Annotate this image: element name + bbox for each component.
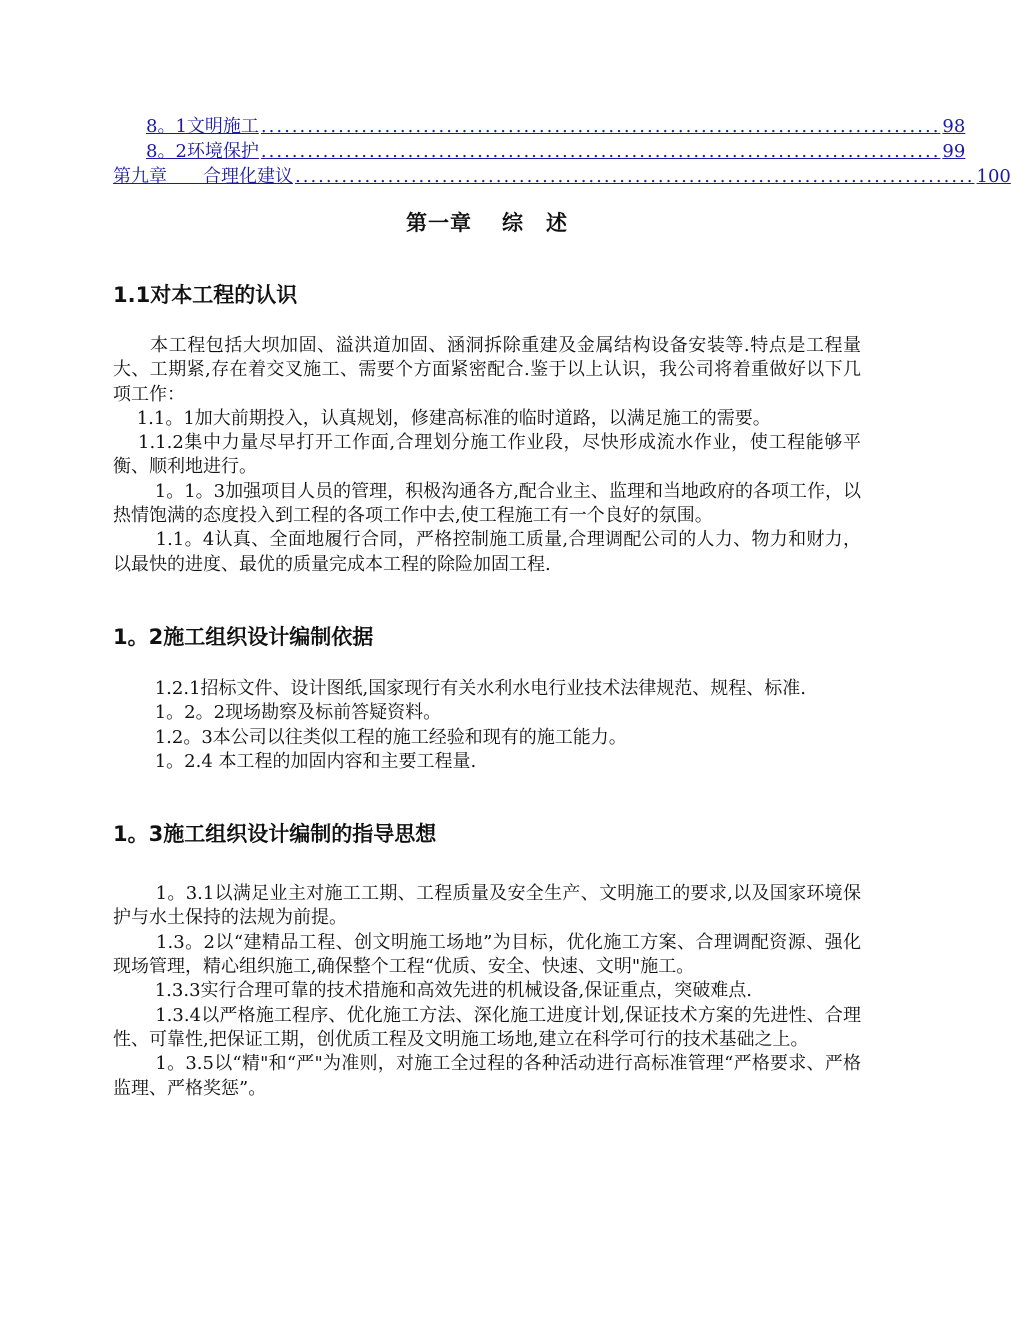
toc-label: 第九章 合理化建议 <box>113 166 293 187</box>
paragraph: 1.3.3实行合理可靠的技术措施和高效先进的机械设备,保证重点，突破难点. <box>113 980 752 1002</box>
paragraph: 本工程包括大坝加固、溢洪道加固、涵洞拆除重建及金属结构设备安装等.特点是工程量大、工期紧,存在着交叉施工、需要个方面紧密配合.鉴于以上认识，我公司将着重做好以下几项工作： <box>113 335 861 405</box>
toc-page-number: 98 <box>942 116 966 137</box>
toc-page-number: 100 <box>976 166 1011 187</box>
toc-page-number: 99 <box>942 141 966 162</box>
toc-link-8-1[interactable] <box>113 112 966 137</box>
section-heading-1-2: 1。2施工组织设计编制依据 <box>113 624 374 649</box>
paragraph: 1.3。2以“建精品工程、创文明施工场地”为目标，优化施工方案、合理调配资源、强化现场管理，精心组织施工,确保整个工程“优质、安全、快速、文明"施工。 <box>113 931 861 978</box>
paragraph: 1.2。3本公司以往类似工程的施工经验和现有的施工能力。 <box>113 726 627 748</box>
toc-leader-dots: ........................................................................................ <box>260 116 941 137</box>
paragraph: 1.2.1招标文件、设计图纸,国家现行有关水利水电行业技术法律规范、规程、标准. <box>113 677 806 699</box>
table-of-contents <box>113 112 1011 187</box>
paragraph: 1.3.4以严格施工程序、优化施工方法、深化施工进度计划,保证技术方案的先进性、合理性、可靠性,把保证工期，创优质工程及文明施工场地,建立在科学可行的技术基础之上。 <box>113 1004 861 1050</box>
paragraph: 1.1。4认真、全面地履行合同，严格控制施工质量,合理调配公司的人力、物力和财力，以最快的进度、最优的质量完成本工程的除险加固工程. <box>113 529 861 575</box>
toc-label: 8。2环境保护 <box>146 141 259 162</box>
toc-label: 8。1文明施工 <box>146 116 259 137</box>
paragraph: 1。2。2现场勘察及标前答疑资料。 <box>113 702 442 724</box>
chapter-number: 第一章 <box>406 211 472 235</box>
section-heading-1-1: 1.1对本工程的认识 <box>113 283 298 307</box>
paragraph: 1。2.4 本工程的加固内容和主要工程量. <box>113 750 477 772</box>
document-page <box>113 112 1011 1101</box>
section-body-1-1 <box>113 334 861 577</box>
toc-leader-dots: ........................................................................................ <box>295 166 975 187</box>
toc-link-8-2[interactable] <box>113 137 966 162</box>
chapter-title <box>113 207 861 237</box>
paragraph: 1.1.2集中力量尽早打开工作面,合理划分施工作业段，尽快形成流水作业，使工程能够平衡、顺利地进行。 <box>113 432 861 478</box>
paragraph: 1。3.5以“精"和“严"为准则，对施工全过程的各种活动进行高标准管理“严格要求、严格监理、严格奖惩”。 <box>113 1053 861 1099</box>
paragraph: 1。1。3加强项目人员的管理，积极沟通各方,配合业主、监理和当地政府的各项工作，以热情饱满的态度投入到工程的各项工作中去,使工程施工有一个良好的氛围。 <box>113 480 861 527</box>
paragraph: 1。3.1以满足业主对施工工期、工程质量及安全生产、文明施工的要求,以及国家环境保护与水土保持的法规为前提。 <box>113 883 861 929</box>
section-heading-1-3: 1。3施工组织设计编制的指导思想 <box>113 822 437 847</box>
toc-leader-dots: ........................................................................................ <box>260 141 941 162</box>
paragraph: 1.1。1加大前期投入，认真规划，修建高标准的临时道路，以满足施工的需要。 <box>113 407 771 429</box>
toc-link-chapter-9[interactable] <box>113 162 1011 187</box>
section-body-1-3 <box>113 882 861 1101</box>
section-body-1-2 <box>113 677 861 774</box>
chapter-name: 综 述 <box>502 211 568 235</box>
